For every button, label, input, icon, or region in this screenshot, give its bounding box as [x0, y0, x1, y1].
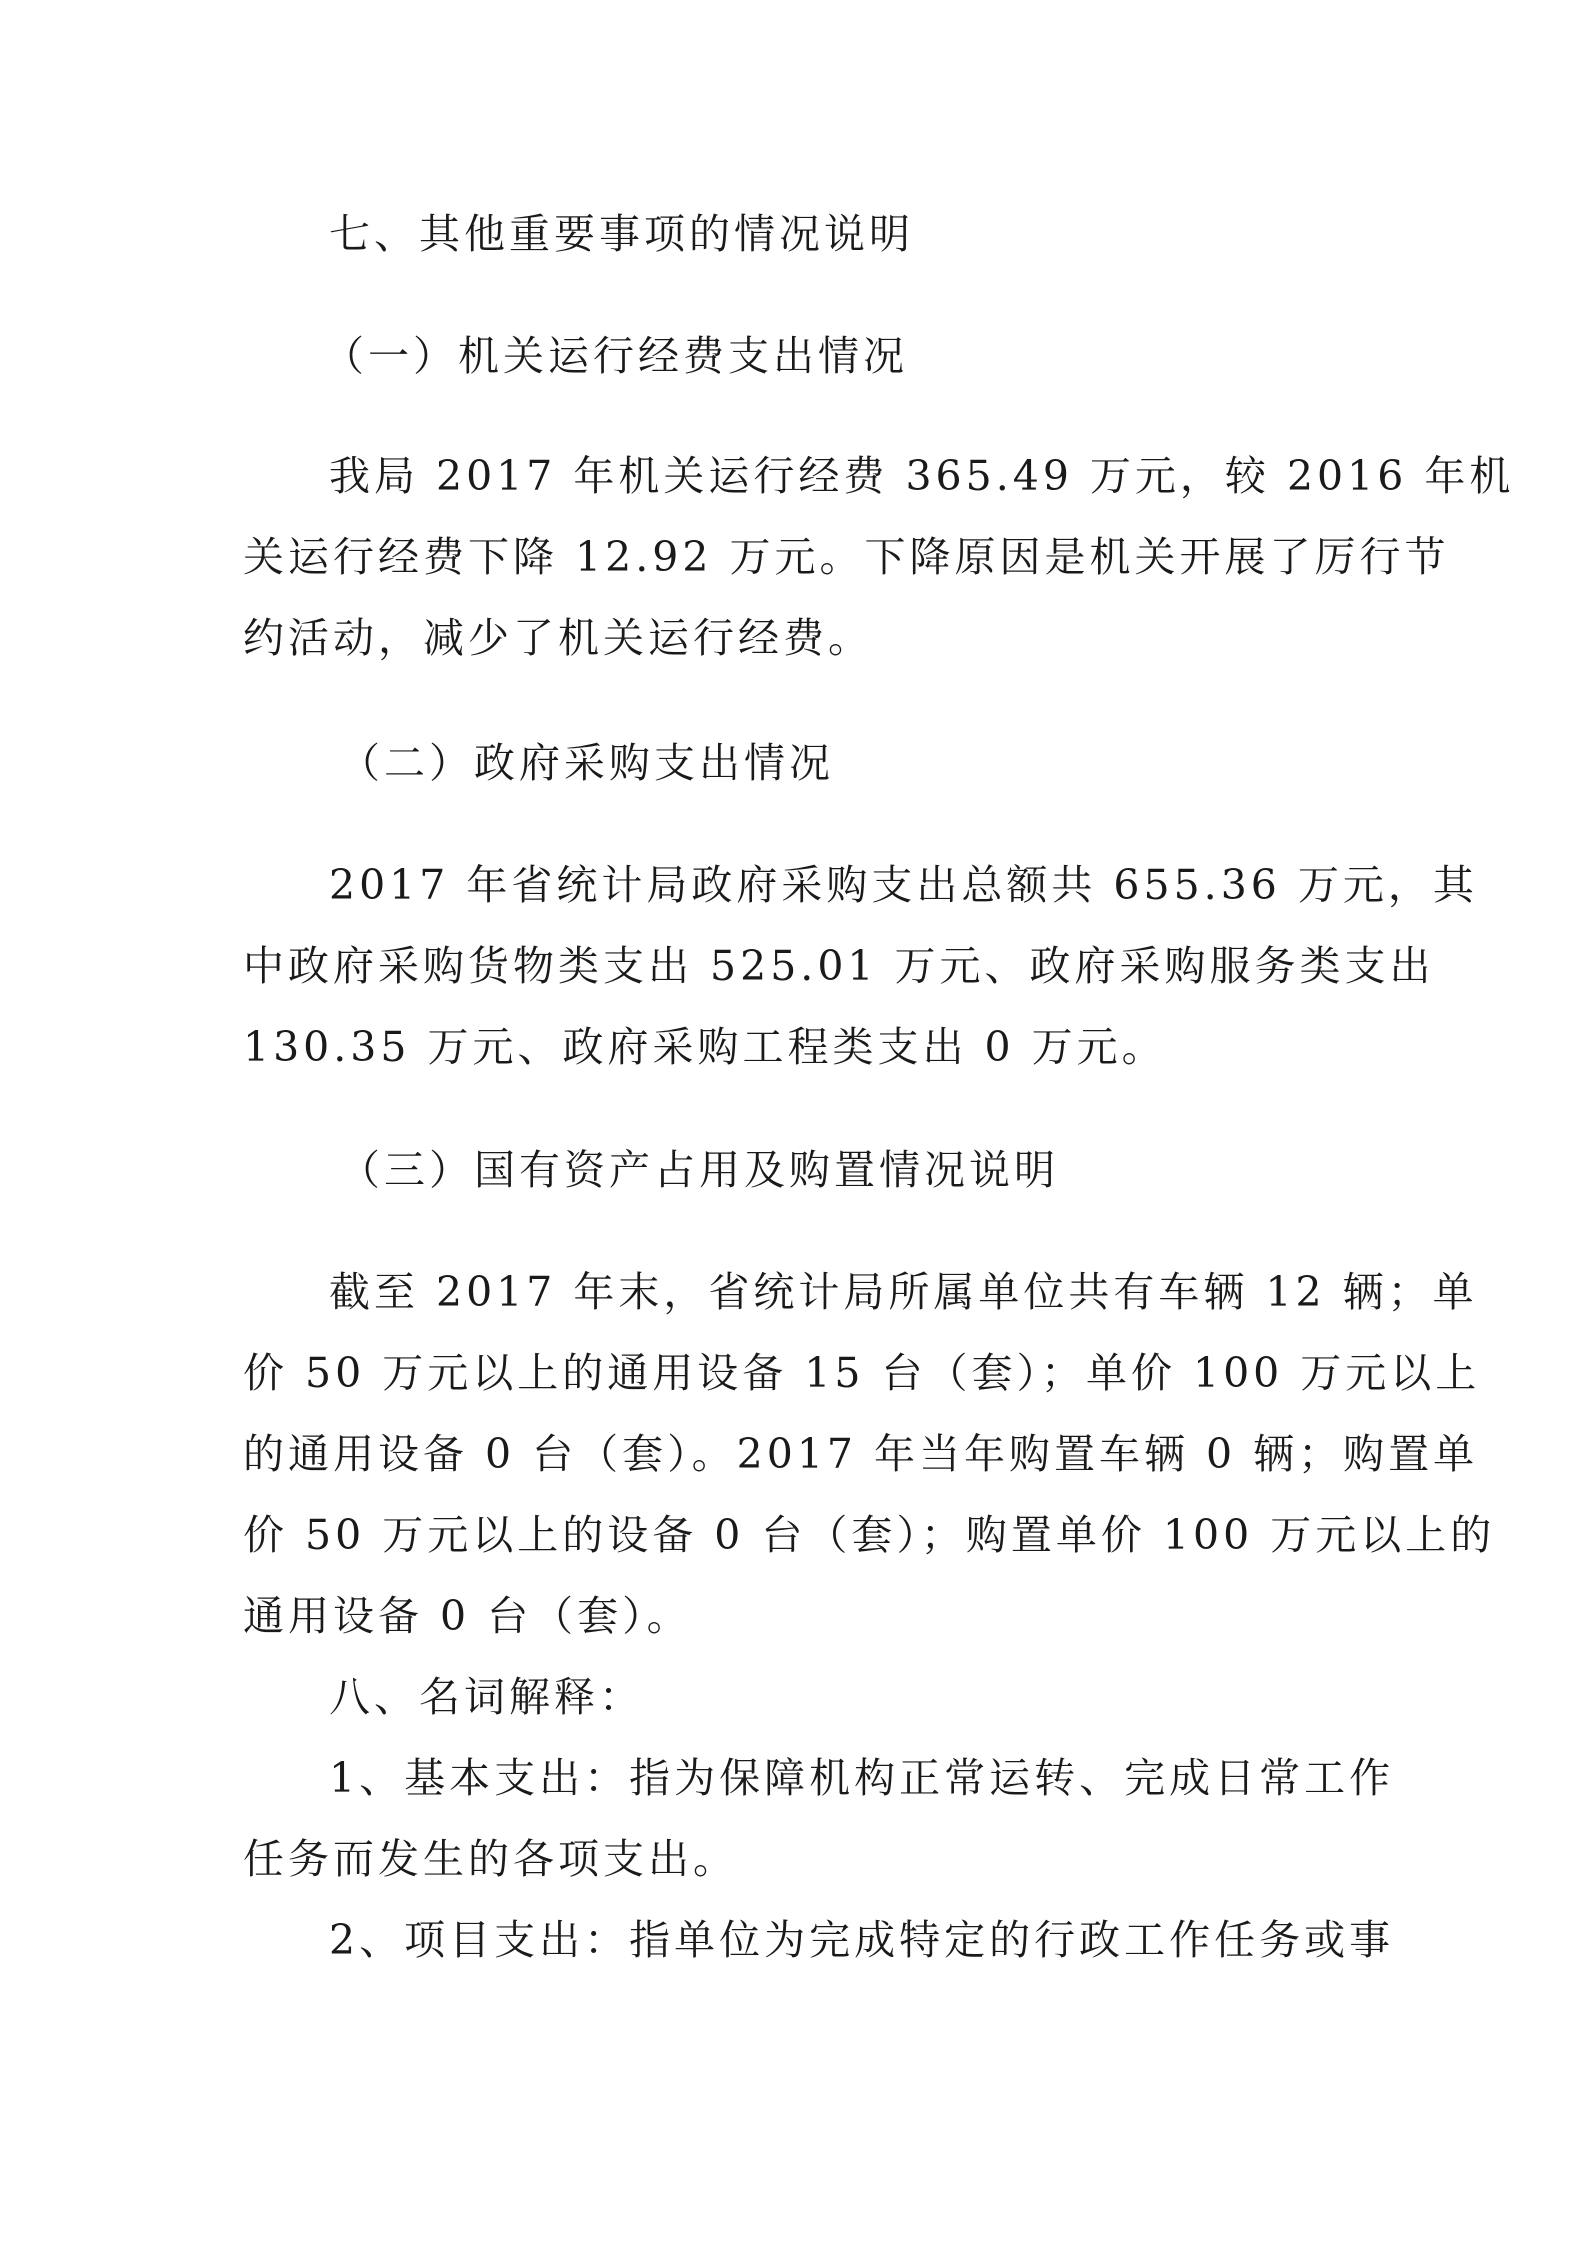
paragraph-line: 2、项目支出：指单位为完成特定的行政工作任务或事 [329, 1916, 1395, 1964]
heading-text: （二）政府采购支出情况 [339, 739, 834, 787]
paragraph-line: 我局 2017 年机关运行经费 365.49 万元，较 2016 年机 [329, 452, 1515, 500]
paragraph-line: 关运行经费下降 12.92 万元。下降原因是机关开展了厉行节 [243, 533, 1450, 581]
subsection-3-paragraph [243, 1252, 1496, 1657]
definition-item-2 [243, 1900, 1395, 1981]
paragraph-line: 130.35 万元、政府采购工程类支出 0 万元。 [243, 1023, 1167, 1071]
subsection-1-heading [243, 316, 1353, 397]
paragraph-line: 任务而发生的各项支出。 [243, 1835, 738, 1883]
heading-text: （三）国有资产占用及购置情况说明 [339, 1146, 1059, 1194]
heading-text: 七、其他重要事项的情况说明 [329, 210, 914, 258]
section-7-heading [243, 194, 1353, 275]
subsection-2-heading [243, 723, 1353, 804]
section-8-heading [243, 1657, 1353, 1738]
paragraph-line: 通用设备 0 台（套）。 [243, 1592, 692, 1640]
paragraph-line: 中政府采购货物类支出 525.01 万元、政府采购服务类支出 [243, 942, 1435, 990]
heading-text: （一）机关运行经费支出情况 [323, 332, 908, 380]
definition-item-1 [243, 1738, 1395, 1900]
paragraph-line: 约活动，减少了机关运行经费。 [243, 614, 873, 662]
paragraph-line: 1、基本支出：指为保障机构正常运转、完成日常工作 [329, 1754, 1395, 1802]
subsection-1-paragraph [243, 436, 1515, 679]
subsection-2-paragraph [243, 845, 1478, 1088]
paragraph-line: 的通用设备 0 台（套）。2017 年当年购置车辆 0 辆；购置单 [243, 1430, 1479, 1478]
paragraph-line: 2017 年省统计局政府采购支出总额共 655.36 万元，其 [329, 861, 1478, 909]
paragraph-line: 截至 2017 年末，省统计局所属单位共有车辆 12 辆；单 [329, 1268, 1478, 1316]
heading-text: 八、名词解释： [329, 1673, 644, 1721]
paragraph-line: 价 50 万元以上的设备 0 台（套）；购置单价 100 万元以上的 [243, 1511, 1496, 1559]
subsection-3-heading [243, 1130, 1353, 1211]
paragraph-line: 价 50 万元以上的通用设备 15 台（套）；单价 100 万元以上 [243, 1349, 1481, 1397]
